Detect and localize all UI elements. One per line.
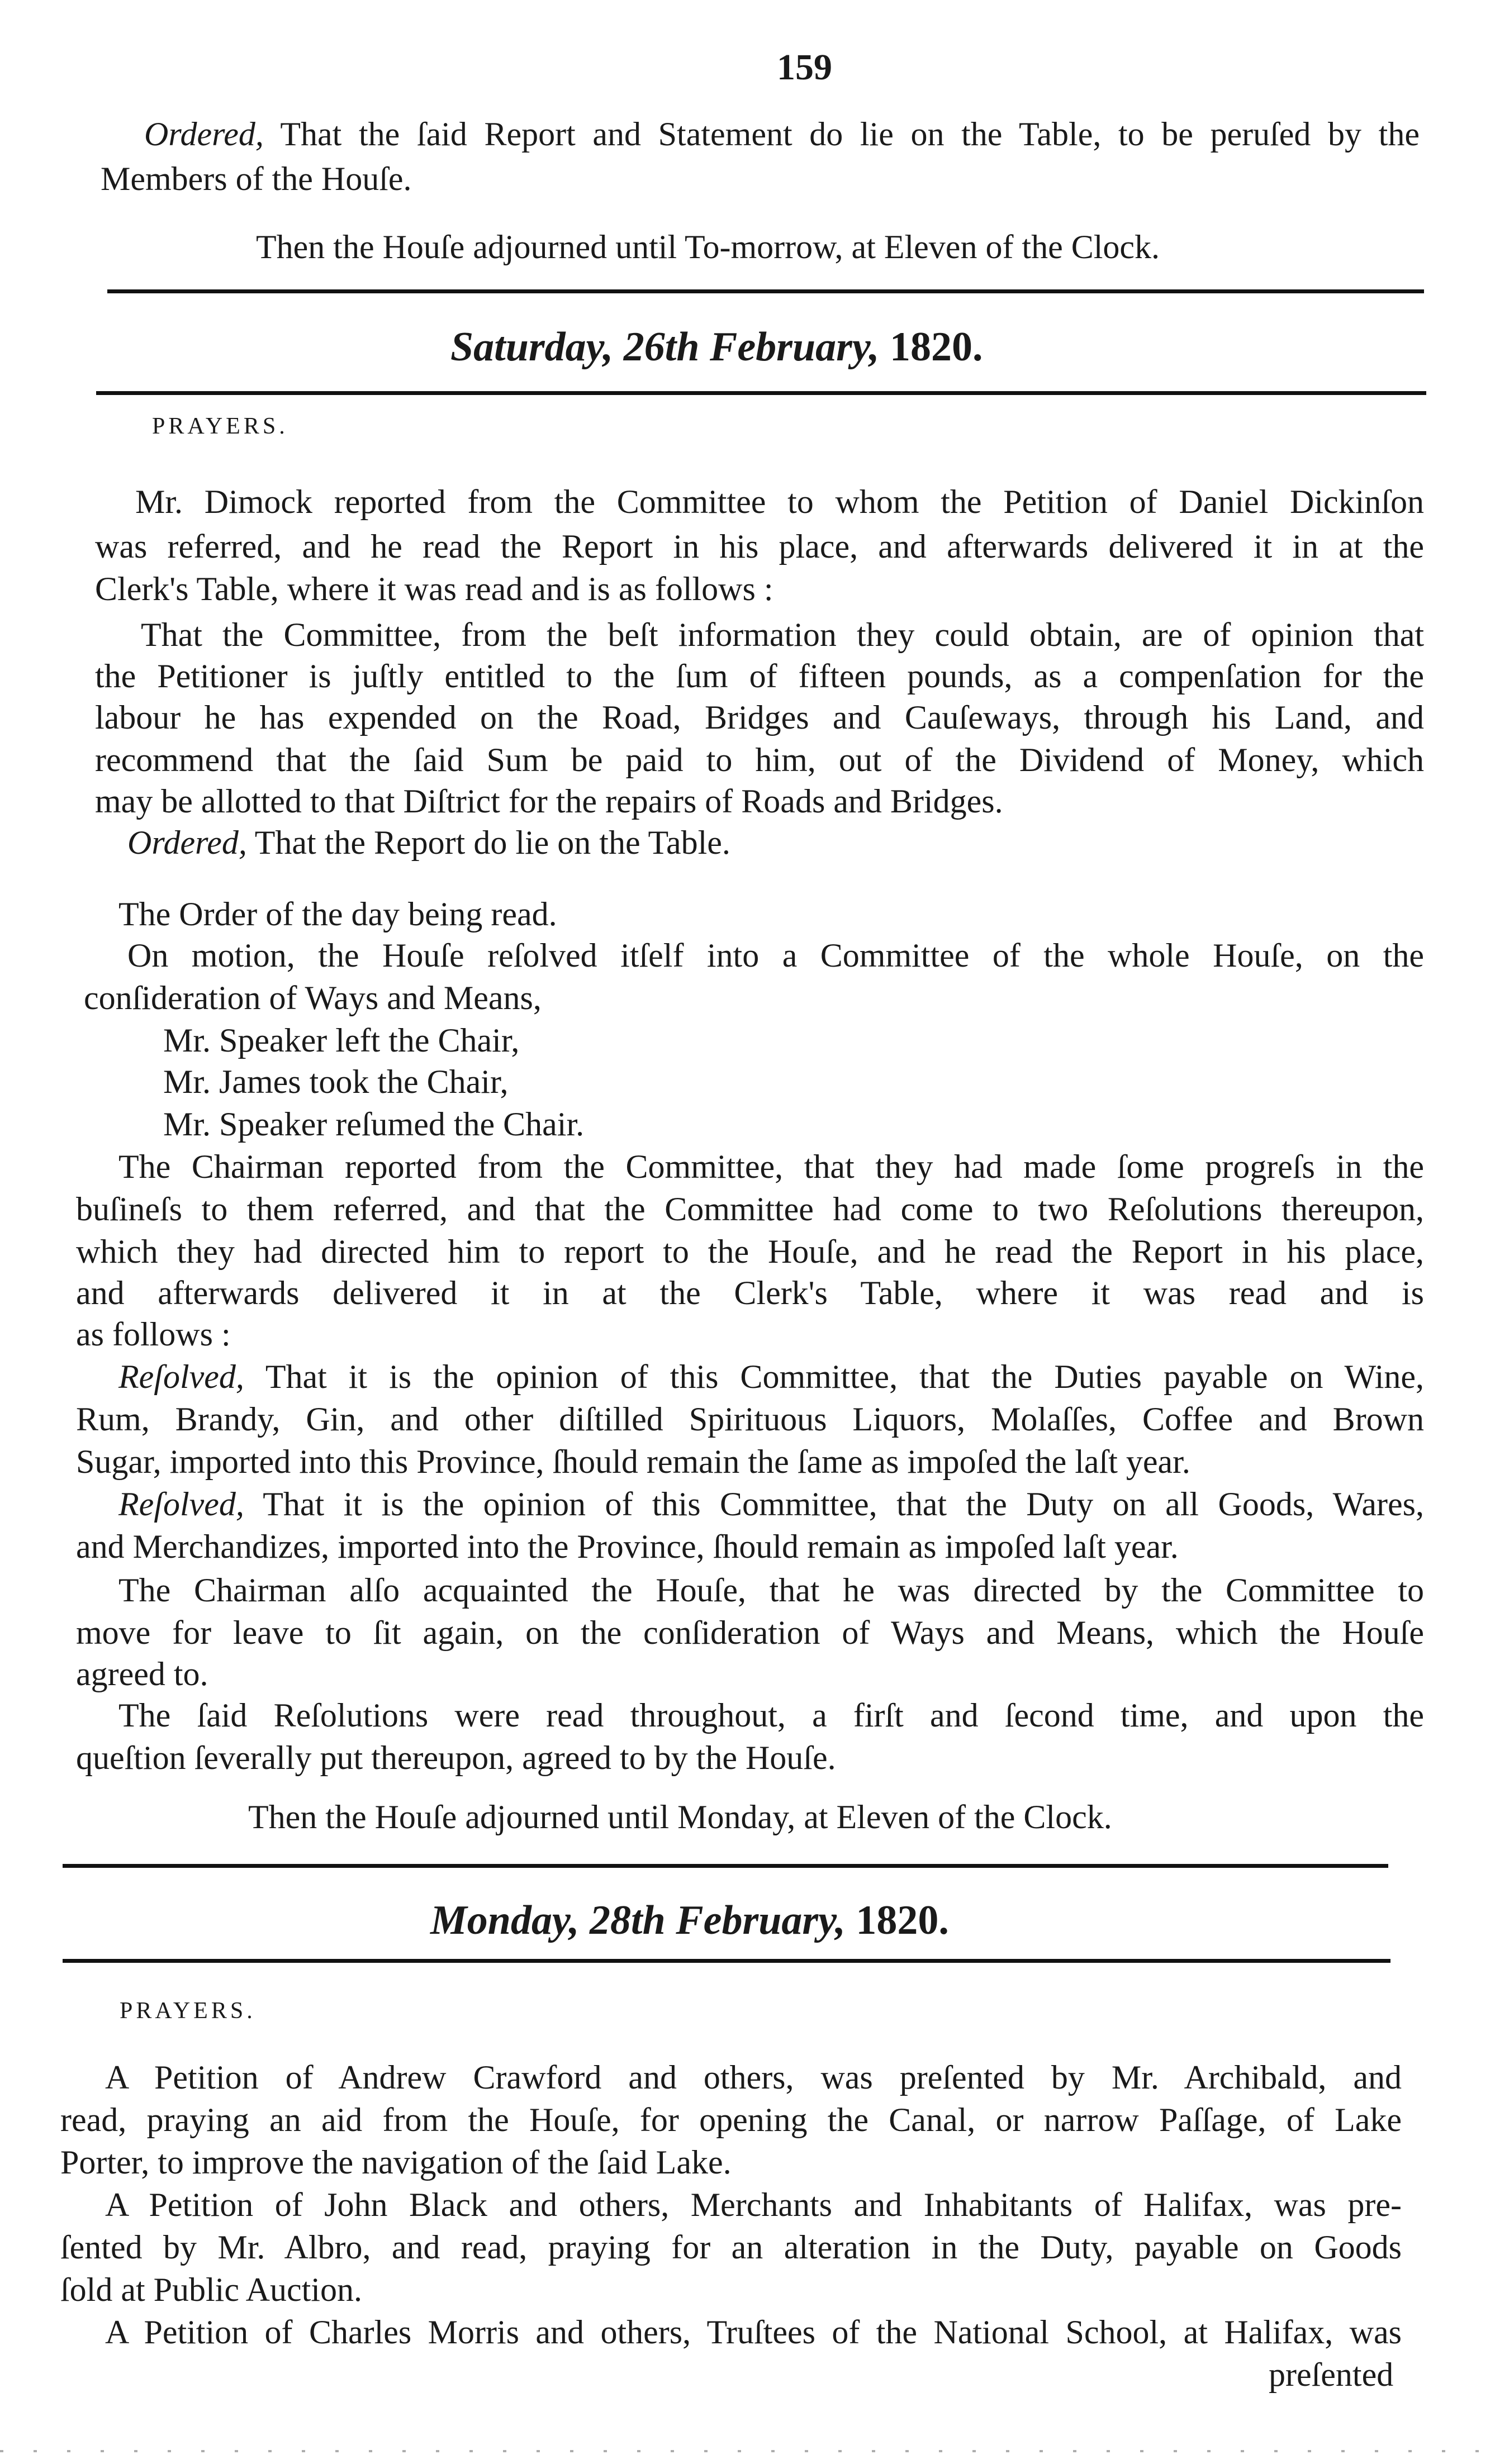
resolution-text: That it is the opinion of this Committee, that the Duty on all Goods, Wares, xyxy=(263,1486,1425,1523)
adjournment-note: Then the Houſe adjourned until To-morrow, at Eleven of the Clock. xyxy=(256,229,1160,265)
prayers-label: PRAYERS. xyxy=(152,413,288,439)
resolution-text: That it is the opinion of this Committee, that the Duties payable on Wine, xyxy=(265,1358,1424,1395)
petition-line: A Petition of Andrew Crawford and others, was preſented by Mr. Archibald, and xyxy=(105,2059,1402,2096)
ordered-text: That the Report do lie on the Table. xyxy=(254,824,730,861)
ordered-line xyxy=(127,826,730,859)
date-heading-year: 1820. xyxy=(856,1897,949,1943)
section-divider xyxy=(63,1959,1390,1963)
paragraph-line: may be allotted to that Diſtrict for the repairs of Roads and Bridges. xyxy=(95,783,1003,820)
catchword: preſented xyxy=(1269,2356,1394,2393)
section-divider xyxy=(96,391,1426,395)
date-heading xyxy=(430,1897,949,1943)
paragraph-line: The Chairman reported from the Committee, that they had made ſome progreſs in the xyxy=(118,1148,1424,1185)
petition-line: read, praying an aid from the Houſe, for opening the Canal, or narrow Paſſage, of Lake xyxy=(60,2101,1402,2138)
resolution-line: Rum, Brandy, Gin, and other diſtilled Spirituous Liquors, Molaſſes, Coffee and Brown xyxy=(76,1401,1424,1438)
resolved-label: Reſolved, xyxy=(118,1486,244,1523)
chair-line: Mr. Speaker left the Chair, xyxy=(163,1022,520,1059)
chair-line: Mr. Speaker reſumed the Chair. xyxy=(163,1106,585,1143)
paragraph-line: That the Committee, from the beſt information they could obtain, are of opinion that xyxy=(141,616,1424,653)
paragraph-line: as follows : xyxy=(76,1316,231,1353)
chair-line: Mr. James took the Chair, xyxy=(163,1063,509,1100)
resolution-line: Sugar, imported into this Province, ſhould remain the ſame as impoſed the laſt year. xyxy=(76,1443,1190,1480)
ordered-paragraph-line: Members of the Houſe. xyxy=(101,160,412,197)
section-divider xyxy=(107,289,1424,293)
paragraph-line: conſideration of Ways and Means, xyxy=(84,979,542,1016)
resolution-line xyxy=(118,1360,1424,1393)
ordered-paragraph-line xyxy=(144,117,1420,151)
paragraph-line: labour he has expended on the Road, Bridges and Cauſeways, through his Land, and xyxy=(95,699,1424,736)
prayers-label: PRAYERS. xyxy=(120,1998,256,2024)
petition-line: Porter, to improve the navigation of the ſaid Lake. xyxy=(60,2144,732,2181)
paragraph-line: Mr. Dimock reported from the Committee to whom the Petition of Daniel Dickinſon xyxy=(135,483,1424,520)
paragraph-line: was referred, and he read the Report in his place, and afterwards delivered it in at the xyxy=(95,528,1424,565)
ordered-text: That the ſaid Report and Statement do lie on the Table, to be peruſed by the xyxy=(280,116,1420,153)
paragraph-line: Clerk's Table, where it was read and is as follows : xyxy=(95,570,773,607)
date-heading-year: 1820. xyxy=(890,324,983,370)
resolution-line: and Merchandizes, imported into the Province, ſhould remain as impoſed laſt year. xyxy=(76,1528,1179,1565)
paragraph-line: move for leave to ſit again, on the conſideration of Ways and Means, which the Houſe xyxy=(76,1614,1424,1651)
paragraph-line: agreed to. xyxy=(76,1656,208,1692)
page-number: 159 xyxy=(777,47,832,88)
paragraph-line: The Order of the day being read. xyxy=(118,896,557,933)
ordered-label: Ordered, xyxy=(127,824,247,861)
paragraph-line: The Chairman alſo acquainted the Houſe, that he was directed by the Committee to xyxy=(118,1572,1424,1609)
petition-line: ſented by Mr. Albro, and read, praying for an alteration in the Duty, payable on Goods xyxy=(60,2229,1402,2266)
date-heading xyxy=(450,326,983,368)
paragraph-line: On motion, the Houſe reſolved itſelf into a Committee of the whole Houſe, on the xyxy=(127,937,1424,974)
paragraph-line: and afterwards delivered it in at the Clerk's Table, where it was read and is xyxy=(76,1274,1424,1311)
petition-line: A Petition of John Black and others, Merchants and Inhabitants of Halifax, was pre- xyxy=(105,2186,1402,2223)
paragraph-line: the Petitioner is juſtly entitled to the ſum of fifteen pounds, as a compenſation for the xyxy=(95,658,1424,695)
resolved-label: Reſolved, xyxy=(118,1358,244,1395)
adjournment-note: Then the Houſe adjourned until Monday, at Eleven of the Clock. xyxy=(248,1799,1112,1835)
section-divider xyxy=(63,1864,1388,1868)
paragraph-line: The ſaid Reſolutions were read throughout, a firſt and ſecond time, and upon the xyxy=(118,1697,1424,1734)
paragraph-line: buſineſs to them referred, and that the Committee had come to two Reſolutions thereupon, xyxy=(76,1191,1424,1228)
ordered-label: Ordered, xyxy=(144,116,264,153)
paragraph-line: which they had directed him to report to the Houſe, and he read the Report in his place, xyxy=(76,1233,1424,1270)
paragraph-line: queſtion ſeverally put thereupon, agreed to by the Houſe. xyxy=(76,1739,836,1776)
paragraph-line: recommend that the ſaid Sum be paid to him, out of the Dividend of Money, which xyxy=(95,741,1424,778)
date-heading-day: Saturday, 26th February, xyxy=(450,324,880,370)
petition-line: A Petition of Charles Morris and others, Truſtees of the National School, at Halifax, was xyxy=(105,2314,1402,2351)
petition-line: ſold at Public Auction. xyxy=(60,2271,362,2308)
date-heading-day: Monday, 28th February, xyxy=(430,1897,846,1943)
resolution-line xyxy=(118,1487,1424,1521)
bottom-scan-edge xyxy=(0,2450,1495,2452)
